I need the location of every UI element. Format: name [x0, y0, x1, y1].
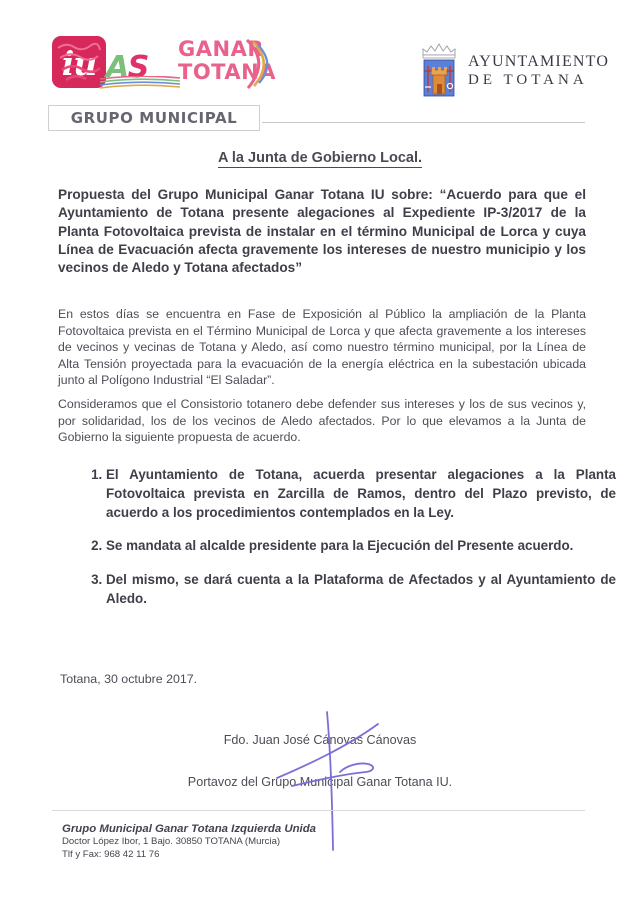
footer-address: Doctor López Ibor, 1 Bajo. 30850 TOTANA (Murcia): [62, 836, 281, 847]
iu-squiggle-icon: [56, 40, 102, 84]
page-title-text: A la Junta de Gobierno Local.: [217, 150, 423, 166]
ganar-line: GANAR: [178, 37, 264, 61]
signatory-name: Fdo. Juan José Cánovas Cánovas: [223, 733, 417, 747]
body-paragraph-1: En estos días se encuentra en Fase de Exposición al Público la ampliación de la Planta Fotovoltaica prevista en el Término Municipal de Lorca y que afecta gravemente a los intereses de vecinos y vecinas de Totana y Aledo, así como nuestro término municipal, por la Línea de Alta Tensión proyectada para la evacuación de la energía eléctrica en la subestación ubicada junto al Polígono Industrial “El Saladar”.: [58, 307, 586, 388]
page-title: [0, 150, 640, 166]
as-letter-s: S: [127, 50, 148, 85]
swoosh-left-icon: [100, 76, 180, 90]
footer-organization: Grupo Municipal Ganar Totana Izquierda Unida: [62, 823, 316, 835]
grupo-municipal-badge-label: GRUPO MUNICIPAL: [70, 109, 238, 127]
ayuntamiento-wordmark: [468, 52, 609, 90]
document-header: [0, 0, 640, 140]
proposal-title: Propuesta del Grupo Municipal Ganar Totana IU sobre: “Acuerdo para que el Ayuntamiento de Totana presente alegaciones al Expediente IP-3/2017 de la Planta Fotovoltaica prevista de instalar en el término Municipal de Lorca y cuya Línea de Evacuación afecta gravemente los intereses de nuestro municipio y los vecinos de Aledo y Totana afectados”: [58, 187, 586, 276]
grupo-municipal-badge: [48, 105, 260, 131]
agreements-list: [78, 466, 616, 624]
header-divider: [262, 122, 585, 123]
document-footer: [62, 822, 482, 861]
footer-divider: [52, 810, 585, 811]
ayuntamiento-line-1: AYUNTAMIENTO: [468, 53, 610, 70]
footer-phone: Tlf y Fax: 968 42 11 76: [62, 848, 160, 860]
totana-line: TOTANA: [178, 60, 276, 84]
body-paragraph-2: Consideramos que el Consistorio totanero debe defender sus intereses y los de sus vecinos y, por solidaridad, los de los vecinos de Aledo afectados. Por lo que elevamos a la Junta de Gobierno la siguiente propuesta de acuerdo.: [58, 397, 586, 445]
as-letter-a: A: [106, 50, 128, 85]
list-item: 1. El Ayuntamiento de Totana, acuerda presentar alegaciones a la Planta Fotovoltaica prevista en Zarcilla de Ramos, dentro del Plazo previsto, de acuerdo a los procedimientos contemplados en la Ley.: [106, 466, 616, 522]
ayuntamiento-line-2: DE TOTANA: [468, 72, 588, 88]
signatory-role: Portavoz del Grupo Municipal Ganar Totana IU.: [187, 775, 453, 789]
iu-logo-text: iu: [61, 44, 97, 83]
swoosh-arrow-icon: [244, 36, 278, 92]
place-and-date: Totana, 30 octubre 2017.: [60, 672, 198, 686]
list-item: 2. Se mandata al alcalde presidente para la Ejecución del Presente acuerdo.: [106, 537, 616, 556]
totana-coat-of-arms-icon: [417, 40, 461, 98]
list-item: 3. Del mismo, se dará cuenta a la Plataforma de Afectados y al Ayuntamiento de Aledo.: [106, 571, 616, 609]
